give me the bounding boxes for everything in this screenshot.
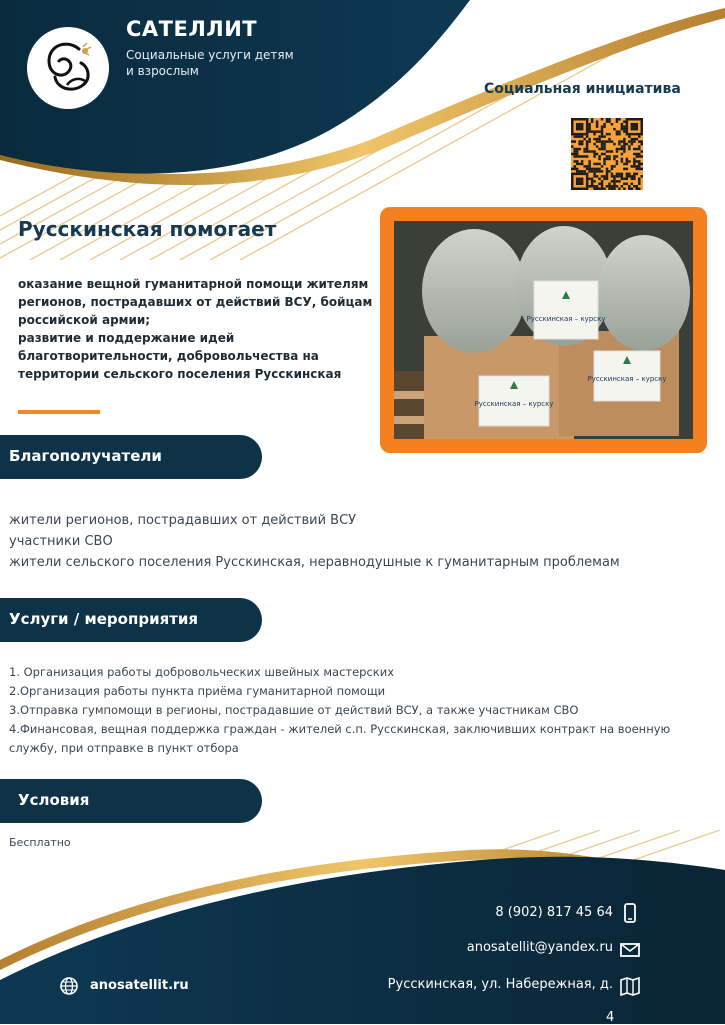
services-list xyxy=(9,663,699,758)
globe-icon xyxy=(59,976,79,996)
brand-subtitle: Социальные услуги детям и взрослым xyxy=(126,48,294,78)
list-item: жители сельского поселения Русскинская, неравнодушные к гуманитарным проблемам xyxy=(9,555,620,570)
list-item: 4.Финансовая, вещная поддержка граждан - жителей с.п. Русскинская, заключивших контракт на военную службу, при отправке в пункт отбора xyxy=(9,722,671,755)
section-beneficiaries-heading: Благополучатели xyxy=(9,447,162,465)
section-conditions xyxy=(0,779,262,823)
brand-name: САТЕЛЛИТ xyxy=(126,17,258,41)
logo xyxy=(27,27,109,109)
list-item: участники СВО xyxy=(9,534,113,549)
list-item: 2.Организация работы пункта приёма гуманитарной помощи xyxy=(9,684,386,698)
page-title: Русскинская помогает xyxy=(18,217,277,241)
contact-phone[interactable]: 8 (902) 817 45 64 xyxy=(495,905,613,920)
lead-text xyxy=(18,275,378,383)
humanitarian-aid-photo xyxy=(394,221,693,439)
lead-line-2: развитие и поддержание идей благотворительности, добровольчества на территории сельского поселения Русскинская xyxy=(18,331,342,381)
photo-label-3: Русскинская – курску xyxy=(587,375,667,383)
map-icon xyxy=(620,976,640,996)
initiative-label: Социальная инициатива xyxy=(484,81,681,97)
contact-address-number: 4 xyxy=(606,1010,615,1025)
footer-background xyxy=(0,830,725,1024)
conditions-text: Бесплатно xyxy=(9,836,71,849)
list-item: 3.Отправка гумпомощи в регионы, пострадавшие от действий ВСУ, а также участникам СВО xyxy=(9,703,579,717)
lead-line-1: оказание вещной гуманитарной помощи жителям регионов, пострадавших от действий ВСУ, бойцам российской армии; xyxy=(18,277,373,327)
phone-icon xyxy=(620,903,640,923)
logo-swan-icon xyxy=(27,27,109,109)
qr-code-icon[interactable] xyxy=(571,118,643,190)
contact-email[interactable]: anosatellit@yandex.ru xyxy=(466,940,613,955)
section-services-heading: Услуги / мероприятия xyxy=(9,610,199,628)
title-divider xyxy=(18,410,100,414)
beneficiaries-list xyxy=(9,510,620,573)
website-link[interactable]: anosatellit.ru xyxy=(90,978,189,993)
list-item: жители регионов, пострадавших от действий ВСУ xyxy=(9,513,357,528)
section-beneficiaries xyxy=(0,435,262,479)
contact-address: Русскинская, ул. Набережная, д. xyxy=(387,977,613,992)
photo-label-1: Русскинская – курску xyxy=(526,315,606,323)
mail-icon xyxy=(620,940,640,960)
photo-label-2: Русскинская – курску xyxy=(474,400,554,408)
section-conditions-heading: Условия xyxy=(18,791,90,809)
section-services xyxy=(0,598,262,642)
list-item: 1. Организация работы добровольческих швейных мастерских xyxy=(9,665,395,679)
